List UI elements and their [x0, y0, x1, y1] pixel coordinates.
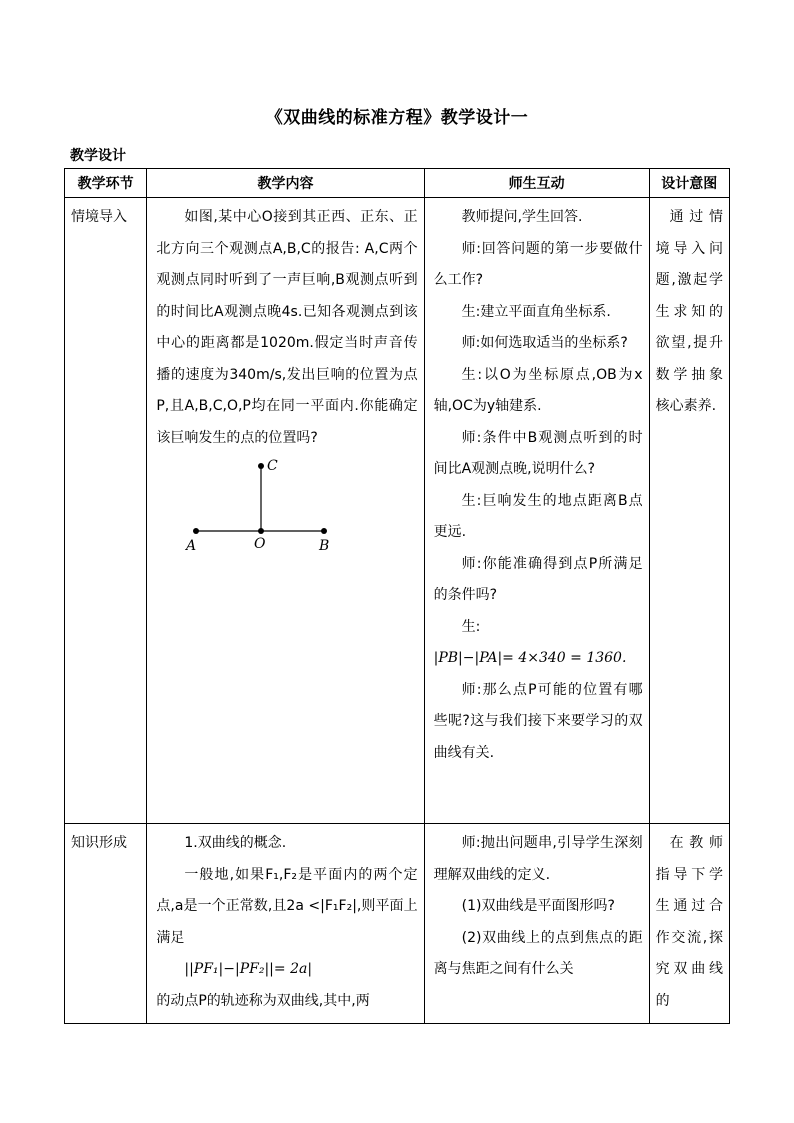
section-label: 教学设计: [70, 148, 126, 164]
content-paragraph: 的动点P的轨迹称为双曲线,其中,两: [156, 992, 370, 1009]
interaction-line: 师:如何选取适当的坐标系?: [461, 335, 628, 351]
interaction-line: (2)双曲线上的点到焦点的距离与焦距之间有什么关: [433, 929, 643, 977]
stage-cell: [65, 198, 147, 824]
interaction-line: 师:那么点P可能的位置有哪些呢?这与我们接下来要学习的双曲线有关.: [433, 681, 643, 761]
interaction-line: 师:抛出问题串,引导学生深刻理解双曲线的定义.: [433, 835, 643, 883]
stage-label: 知识形成: [71, 835, 127, 851]
observation-points-figure: [156, 458, 416, 558]
header-row: [65, 169, 730, 198]
content-cell: [147, 824, 424, 1024]
header-interaction: 师生互动: [424, 169, 649, 198]
content-paragraph: 一般地,如果F₁,F₂是平面内的两个定点,a是一个正常数,且2a <|F₁F₂|,则平面上满足: [156, 866, 418, 946]
interaction-line: 生:巨响发生的地点距离B点更远.: [433, 492, 643, 540]
stage-cell: [65, 824, 147, 1024]
interaction-line: (1)双曲线是平面图形吗?: [461, 898, 615, 914]
intent-text: 通过情境导入问题,激起学生求知的欲望,提升数学抽象核心素养.: [655, 209, 723, 414]
interaction-line: 教师提问,学生回答.: [461, 209, 583, 225]
interaction-line: 师:回答问题的第一步要做什么工作?: [433, 240, 643, 288]
interaction-line: 生:建立平面直角坐标系.: [461, 303, 611, 320]
lesson-plan-table: [64, 168, 730, 1024]
interaction-formula: |PB|−|PA|= 4×340 = 1360.: [433, 650, 627, 666]
intent-text: 在教师指导下学生通过合作交流,探究双曲线的: [655, 835, 723, 1009]
header-intent: 设计意图: [649, 169, 729, 198]
header-content: 教学内容: [147, 169, 424, 198]
interaction-cell: [424, 824, 649, 1024]
document-title: 《双曲线的标准方程》教学设计一: [265, 108, 529, 128]
label-o: O: [254, 536, 266, 552]
interaction-cell: [424, 198, 649, 824]
content-paragraph: 1.双曲线的概念.: [184, 835, 287, 851]
content-paragraph: 如图,某中心O接到其正西、正东、正北方向三个观测点A,B,C的报告: A,C两个观测点同时听到了一声巨响,B观测点听到的时间比A观测点晚4s.已知各观测点到该中心的距离都是1020m.假定当时声音传播的速度为340m/s,发出巨响的位置为点P,且A,B,C,O,P均在同一平面内.你能确定该巨响发生的点的位置吗?: [156, 209, 418, 446]
table-row: [65, 824, 730, 1024]
intent-cell: [649, 198, 729, 824]
interaction-line: 师:条件中B观测点听到的时间比A观测点晚,说明什么?: [433, 429, 643, 477]
interaction-line: 生:: [461, 618, 481, 635]
label-c: C: [267, 458, 279, 474]
table-row: [65, 198, 730, 824]
intent-cell: [649, 824, 729, 1024]
interaction-line: 生:以O为坐标原点,OB为x轴,OC为y轴建系.: [433, 366, 643, 414]
content-formula: ||PF₁|−|PF₂||= 2a|: [184, 961, 313, 977]
content-cell: [147, 198, 424, 824]
header-stage: 教学环节: [65, 169, 147, 198]
label-a: A: [186, 538, 197, 554]
stage-label: 情境导入: [71, 209, 127, 225]
label-b: B: [319, 538, 330, 554]
interaction-line: 师:你能准确得到点P所满足的条件吗?: [433, 555, 643, 603]
